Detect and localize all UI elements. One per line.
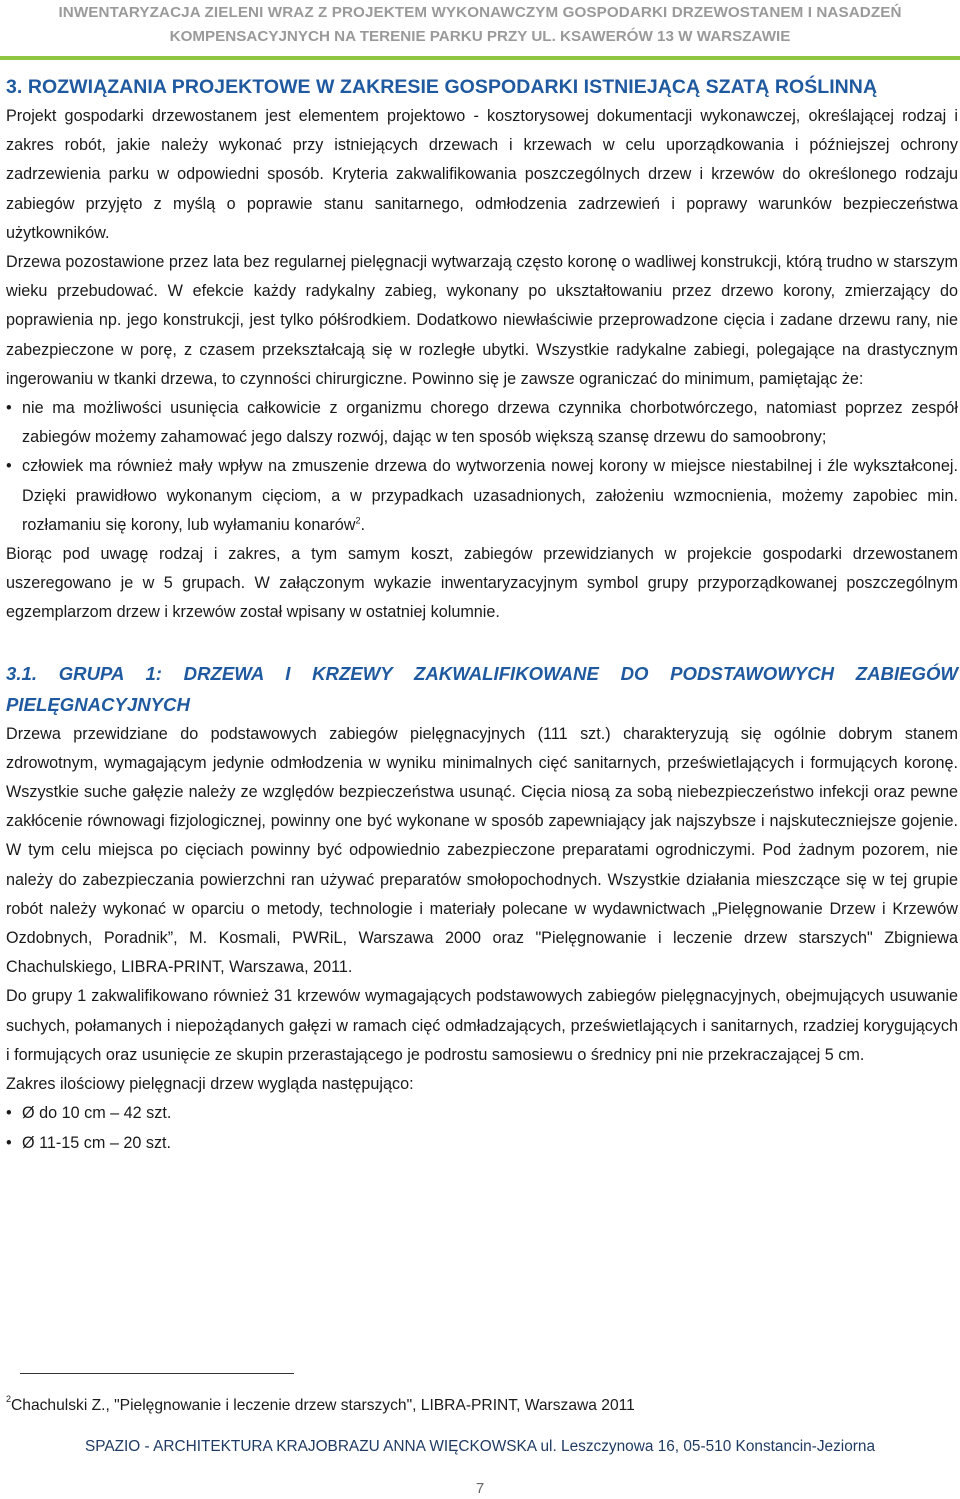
list-item-text: Ø do 10 cm – 42 szt. [22,1104,172,1123]
bullet-icon: • [6,457,12,476]
header-rule [0,56,960,60]
section-3-1-title: 3.1. GRUPA 1: DRZEWA I KRZEWY ZAKWALIFIKOWANE DO PODSTAWOWYCH ZABIEGÓW PIELĘGNACYJNYCH [6,662,958,715]
section-3-paragraph-1: Projekt gospodarki drzewostanem jest elementem projektowo - kosztorysowej dokumentacji wykonawczej, określającej rodzaj i zakres robót, jakie należy wykonać przy istniejących drzewach i krzewach w celu uporządkowania i późniejszej ochrony zadrzewienia parku w odpowiedni sposób. Kryteria zakwalifikowania poszczególnych drzew i krzewów do określonego rodzaju zabiegów przyjęto z myślą o poprawie stanu sanitarnego, odmłodzenia zadrzewień i poprawy warunków bezpieczeństwa użytkowników. [6,107,958,242]
bullet-icon: • [6,1133,12,1152]
document-body [6,72,958,1158]
list-item [6,452,958,540]
footnote-text: Chachulski Z., "Pielęgnowanie i leczenie drzew starszych", LIBRA-PRINT, Warszawa 2011 [11,1397,635,1414]
footnote [6,1396,635,1417]
footnote-divider [20,1373,294,1374]
list-item [6,1129,958,1158]
footnote-number: 2 [6,1394,12,1404]
bullet-icon: • [6,399,12,418]
page-footer: SPAZIO - ARCHITEKTURA KRAJOBRAZU ANNA WIĘCKOWSKA ul. Leszczynowa 16, 05-510 Konstancin-Jeziorna [84,1438,876,1455]
bullet-text: człowiek ma również mały wpływ na zmuszenie drzewa do wytworzenia nowej korony w miejsce niestabilnej i źle wykształconej. Dzięki prawidłowo wykonanym cięciom, a w przypadkach uzasadnionych, założeniu wzmocnienia, możemy zapobiec min. rozłamaniu się korony, lub wyłamaniu konarów [22,457,958,534]
section-3-title: 3. ROZWIĄZANIA PROJEKTOWE W ZAKRESIE GOSPODARKI ISTNIEJĄCĄ SZATĄ ROŚLINNĄ [6,76,878,98]
quantity-list [6,1099,958,1157]
page-number: 7 [475,1480,485,1497]
header-line-2: KOMPENSACYJNYCH NA TERENIE PARKU PRZY UL. KSAWERÓW 13 W WARSZAWIE [169,28,791,45]
bullet-end: . [360,515,366,534]
footnote-reference[interactable]: 2 [355,515,361,526]
bullet-icon: • [6,1104,12,1123]
header-line-1: INWENTARYZACJA ZIELENI WRAZ Z PROJEKTEM WYKONAWCZYM GOSPODARKI DRZEWOSTANEM I NASADZEŃ [58,4,902,21]
list-item [6,394,958,452]
bullet-text: nie ma możliwości usunięcia całkowicie z organizmu chorego drzewa czynnika chorbotwórczego, natomiast poprzez zespół zabiegów możemy zahamować jego dalszy rozwój, dając w ten sposób większą szansę drzewu do samoobrony; [22,399,958,447]
section-3-1-paragraph-1: Drzewa przewidziane do podstawowych zabiegów pielęgnacyjnych (111 szt.) charakteryzują się ogólnie dobrym stanem zdrowotnym, wymagającym jedynie odmłodzenia w wyniku minimalnych cięć sanitarnych, prześwietlających i formujących koronę. Wszystkie suche gałęzie należy ze względów bezpieczeństwa usunąć. Cięcia niosą za sobą niebezpieczeństwo infekcji oraz pewne zakłócenie równowagi fizjologicznej, powinny one być wykonane w sposób zapewniający jak najszybsze i najskuteczniejsze gojenie. W tym celu miejsca po cięciach powinny być odpowiednio zabezpieczone preparatami ogrodniczymi. Pod żadnym pozorem, nie należy do zabezpieczania powierzchni ran używać preparatów smołopochodnych. Wszystkie działania mieszczące się w tej grupie robót należy wykonać w oparciu o metody, technologie i materiały polecane w wydawnictwach „Pielęgnowanie Drzew i Krzewów Ozdobnych, Poradnik”, M. Kosmali, PWRiL, Warszawa 2000 oraz "Pielęgnowanie i leczenie drzew starszych" Zbigniewa Chachulskiego, LIBRA-PRINT, Warszawa, 2011. [6,724,958,977]
section-3-paragraph-2: Drzewa pozostawione przez lata bez regularnej pielęgnacji wytwarzają często koronę o wadliwej konstrukcji, którą trudno w starszym wieku przebudować. W efekcie każdy radykalny zabieg, wykonany po ukształtowaniu przez drzewo korony, zmierzający do poprawienia np. jego konstrukcji, jest tylko półśrodkiem. Dodatkowo niewłaściwie przeprowadzone cięcia i zadane drzewu rany, nie zabezpieczone w porę, z czasem przekształcają się w rozległe ubytki. Wszystkie radykalne zabiegi, polegające na drastycznym ingerowaniu w tkanki drzewa, to czynności chirurgiczne. Powinno się je zawsze ograniczać do minimum, pamiętając że: [6,253,958,388]
list-item-text: Ø 11-15 cm – 20 szt. [22,1133,172,1152]
section-3-paragraph-3: Biorąc pod uwagę rodzaj i zakres, a tym samym koszt, zabiegów przewidzianych w projekcie gospodarki drzewostanem uszeregowano je w 5 grupach. W załączonym wykazie inwentaryzacyjnym symbol grupy przyporządkowanej poszczególnym egzemplarzom drzew i krzewów został wpisany w ostatniej kolumnie. [6,545,958,622]
section-3-1-paragraph-2: Do grupy 1 zakwalifikowano również 31 krzewów wymagających podstawowych zabiegów pielęgnacyjnych, obejmujących usuwanie suchych, połamanych i niepożądanych gałęzi w ramach cięć odmładzających, prześwietlających i sanitarnych, rzadziej korygujących i formujących oraz usunięcie ze skupin przerastającego je podrostu samosiewu o średnicy pni nie przekraczającej 5 cm. [6,987,958,1064]
list-item [6,1099,958,1128]
section-3-1-paragraph-3: Zakres ilościowy pielęgnacji drzew wygląda następująco: [6,1075,414,1094]
section-3-bullet-list [6,394,958,540]
